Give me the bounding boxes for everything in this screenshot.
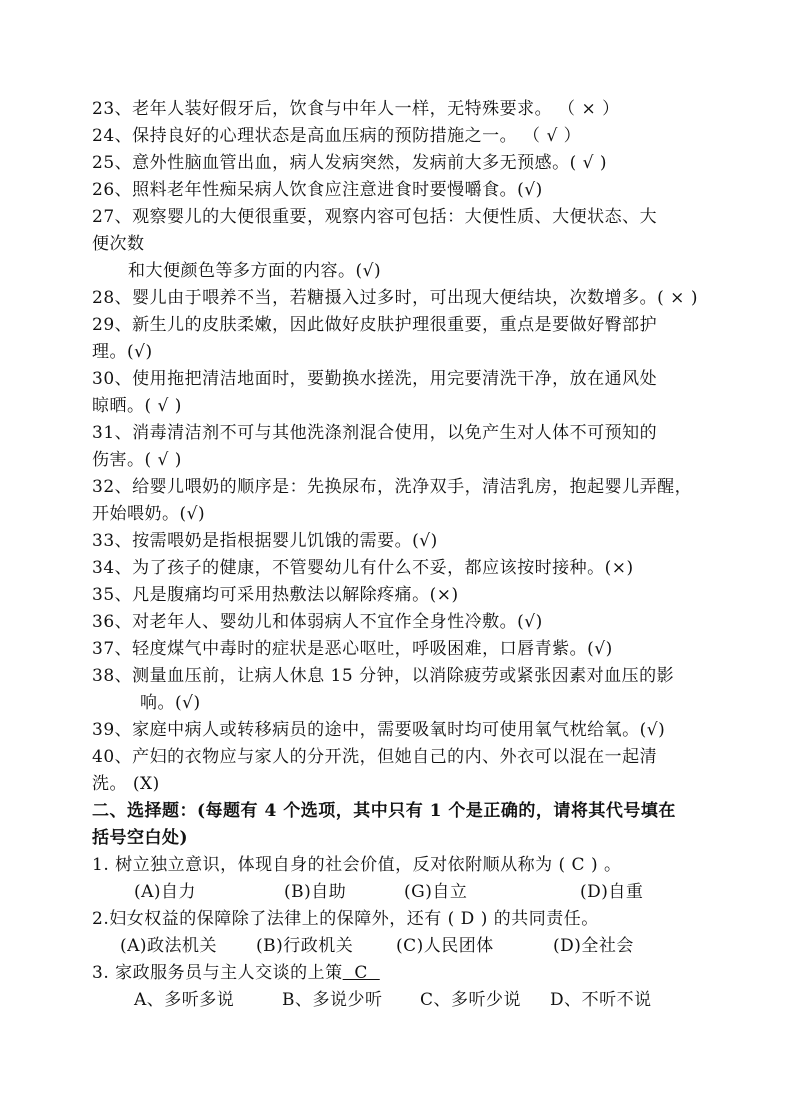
judgement-item-32-line2: 开始喂奶。(√) xyxy=(92,504,206,524)
judgement-item-30-line2: 晾晒。( √ ) xyxy=(92,396,182,416)
judgement-item-29-line1: 29、新生儿的皮肤柔嫩，因此做好皮肤护理很重要，重点是要做好臀部护 xyxy=(92,315,658,335)
judgement-item-23: 23、老年人装好假牙后，饮食与中年人一样，无特殊要求。 （ × ） xyxy=(92,99,620,119)
judgement-item-32-line1: 32、给婴儿喂奶的顺序是：先换尿布，洗净双手，清洁乳房，抱起婴儿弄醒， xyxy=(92,477,693,497)
judgement-item-27-line3: 和大便颜色等多方面的内容。(√) xyxy=(128,261,382,281)
judgement-item-31-line1: 31、消毒清洁剂不可与其他洗涤剂混合使用，以免产生对人体不可预知的 xyxy=(92,423,658,443)
judgement-item-33: 33、按需喂奶是指根据婴儿饥饿的需要。(√) xyxy=(92,531,438,551)
question-3-option-d: D、不听不说 xyxy=(550,990,652,1010)
judgement-item-27-line2: 便次数 xyxy=(92,234,145,254)
judgement-item-30-line1: 30、使用拖把清洁地面时，要勤换水搓洗，用完要清洗干净，放在通风处 xyxy=(92,369,658,389)
question-3-option-c: C、多听少说 xyxy=(420,990,522,1010)
section-heading-choice: 二、选择题：(每题有 4 个选项，其中只有 1 个是正确的，请将其代号填在 xyxy=(92,801,676,821)
question-3-stem-text: 3. 家政服务员与主人交谈的上策 xyxy=(92,963,343,983)
judgement-item-24: 24、保持良好的心理状态是高血压病的预防措施之一。 （ √ ） xyxy=(92,126,582,146)
judgement-item-40-line2: 洗。 (X) xyxy=(92,774,160,794)
judgement-item-29-line2: 理。(√) xyxy=(92,342,153,362)
question-2-option-d: (D)全社会 xyxy=(553,936,634,956)
question-1-option-d: (D)自重 xyxy=(580,882,644,902)
section-heading-choice-cont: 括号空白处) xyxy=(92,828,189,848)
question-1-option-c: (G)自立 xyxy=(404,882,468,902)
judgement-item-36: 36、对老年人、婴幼儿和体弱病人不宜作全身性冷敷。(√) xyxy=(92,612,543,632)
question-2-option-c: (C)人民团体 xyxy=(396,936,494,956)
question-3-stem xyxy=(92,960,380,986)
question-2-option-b: (B)行政机关 xyxy=(256,936,354,956)
judgement-item-38-line2: 响。(√) xyxy=(140,693,201,713)
question-1-option-b: (B)自助 xyxy=(284,882,347,902)
judgement-item-31-line2: 伤害。( √ ) xyxy=(92,450,182,470)
question-2-stem: 2.妇女权益的保障除了法律上的保障外，还有 ( D ) 的共同责任。 xyxy=(92,909,599,929)
judgement-item-25: 25、意外性脑血管出血，病人发病突然，发病前大多无预感。( √ ) xyxy=(92,153,608,173)
judgement-item-26: 26、照料老年性痴呆病人饮食应注意进食时要慢嚼食。(√) xyxy=(92,180,543,200)
question-3-option-b: B、多说少听 xyxy=(282,990,383,1010)
question-2-option-a: (A)政法机关 xyxy=(120,936,218,956)
judgement-item-39: 39、家庭中病人或转移病员的途中，需要吸氧时均可使用氧气枕给氧。(√) xyxy=(92,720,666,740)
judgement-item-34: 34、为了孩子的健康，不管婴幼儿有什么不妥，都应该按时接种。(×) xyxy=(92,558,634,578)
judgement-item-37: 37、轻度煤气中毒时的症状是恶心呕吐，呼吸困难，口唇青紫。(√) xyxy=(92,639,613,659)
judgement-item-27-line1: 27、观察婴儿的大便很重要，观察内容可包括：大便性质、大便状态、大 xyxy=(92,207,658,227)
question-3-answer-blank: C xyxy=(342,963,380,983)
judgement-item-40-line1: 40、产妇的衣物应与家人的分开洗，但她自己的内、外衣可以混在一起清 xyxy=(92,747,658,767)
judgement-item-38-line1: 38、测量血压前，让病人休息 15 分钟，以消除疲劳或紧张因素对血压的影 xyxy=(92,666,675,686)
question-1-stem: 1. 树立独立意识，体现自身的社会价值，反对依附顺从称为 ( C ) 。 xyxy=(92,855,622,875)
question-3-option-a: A、多听多说 xyxy=(134,990,235,1010)
question-1-option-a: (A)自力 xyxy=(134,882,197,902)
judgement-item-35: 35、凡是腹痛均可采用热敷法以解除疼痛。(×) xyxy=(92,585,459,605)
judgement-item-28: 28、婴儿由于喂养不当，若糖摄入过多时，可出现大便结块，次数增多。( × ) xyxy=(92,288,698,308)
